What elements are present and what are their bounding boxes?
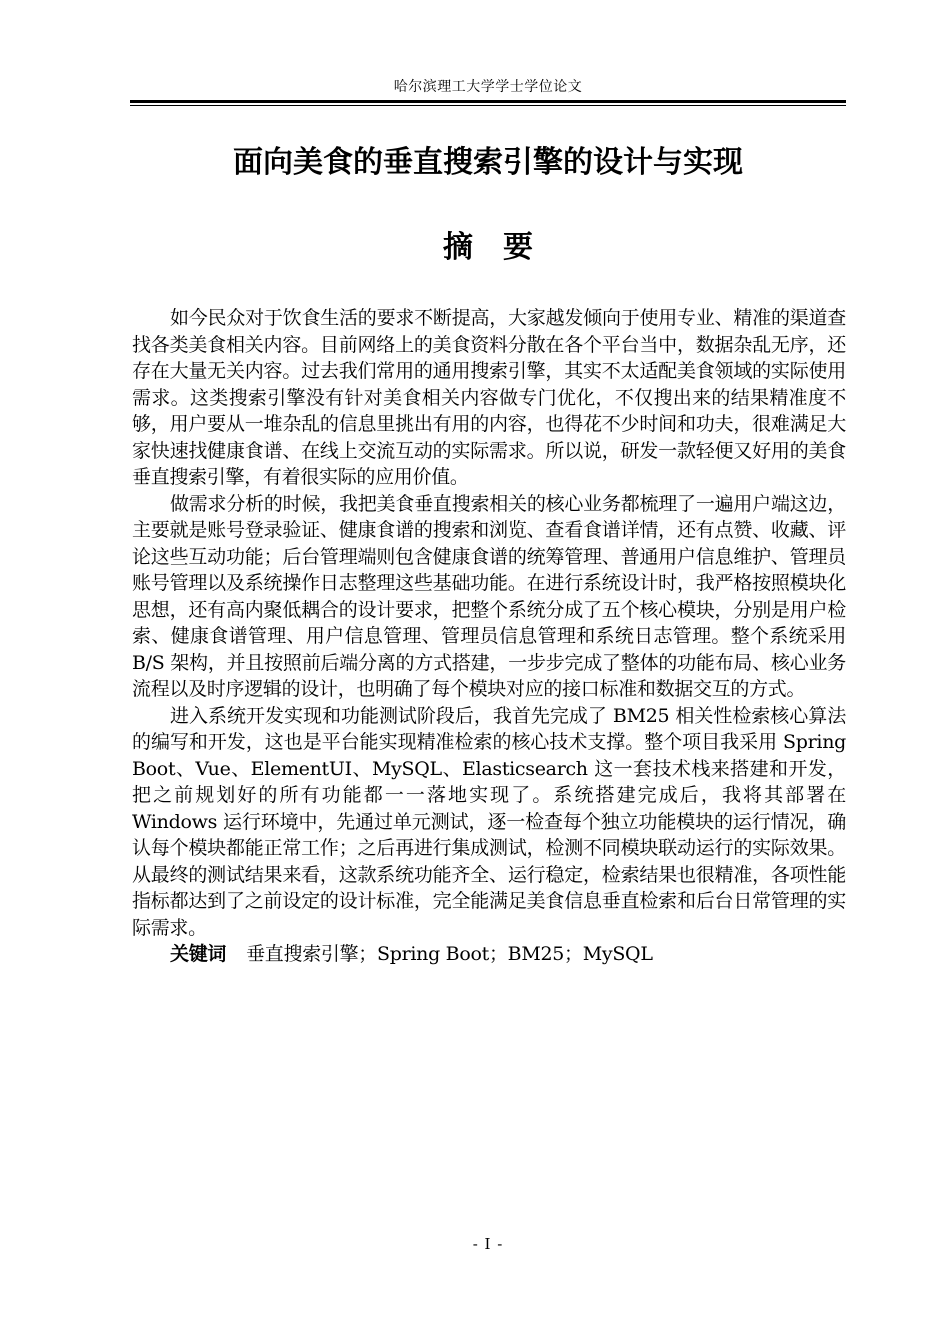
abstract-heading: 摘要 (443, 230, 563, 265)
header-rule-thin (130, 105, 846, 106)
abstract-paragraph-2: 做需求分析的时候，我把美食垂直搜索相关的核心业务都梳理了一遍用户端这边，主要就是账号登录验证、健康食谱的搜索和浏览、查看食谱详情，还有点赞、收藏、评论这些互动功能；后台管理端则包含健康食谱的统筹管理、普通用户信息维护、管理员账号管理以及系统操作日志整理这些基础功能。在进行系统设计时，我严格按照模块化思想，还有高内聚低耦合的设计要求，把整个系统分成了五个核心模块，分别是用户检索、健康食谱管理、用户信息管理、管理员信息管理和系统日志管理。整个系统采用 B/S 架构，并且按照前后端分离的方式搭建，一步步完成了整体的功能布局、核心业务流程以及时序逻辑的设计，也明确了每个模块对应的接口标准和数据交互的方式。 (132, 492, 846, 700)
page-number: - I - (472, 1235, 504, 1253)
thesis-title: 面向美食的垂直搜索引擎的设计与实现 (233, 145, 743, 180)
keywords-label: 关键词 (170, 943, 227, 965)
header-rule-thick (130, 100, 846, 103)
abstract-paragraph-3: 进入系统开发实现和功能测试阶段后，我首先完成了 BM25 相关性检索核心算法的编写和开发，这也是平台能实现精准检索的核心技术支撑。整个项目我采用 Spring Boot、Vue、ElementUI、MySQL、Elasticsearch 这一套技术栈来搭建和开发，把之前规划好的所有功能都一一落地实现了。系统搭建完成后，我将其部署在 Windows 运行环境中，先通过单元测试，逐一检查每个独立功能模块的运行情况，确认每个模块都能正常工作；之后再进行集成测试，检测不同模块联动运行的实际效果。从最终的测试结果来看，这款系统功能齐全、运行稳定，检索结果也很精准，各项性能指标都达到了之前设定的设计标准，完全能满足美食信息垂直检索和后台日常管理的实际需求。 (132, 704, 846, 939)
abstract-body (132, 305, 846, 968)
abstract-paragraph-1: 如今民众对于饮食生活的要求不断提高，大家越发倾向于使用专业、精准的渠道查找各类美食相关内容。目前网络上的美食资料分散在各个平台当中，数据杂乱无序，还存在大量无关内容。过去我们常用的通用搜索引擎，其实不太适配美食领域的实际使用需求。这类搜索引擎没有针对美食相关内容做专门优化，不仅搜出来的结果精准度不够，用户要从一堆杂乱的信息里挑出有用的内容，也得花不少时间和功夫，很难满足大家快速找健康食谱、在线上交流互动的实际需求。所以说，研发一款轻便又好用的美食垂直搜索引擎，有着很实际的应用价值。 (132, 307, 846, 488)
running-header: 哈尔滨理工大学学士学位论文 (393, 79, 583, 95)
keywords-line (132, 941, 846, 968)
keywords-text: 垂直搜索引擎；Spring Boot；BM25；MySQL (246, 943, 653, 965)
